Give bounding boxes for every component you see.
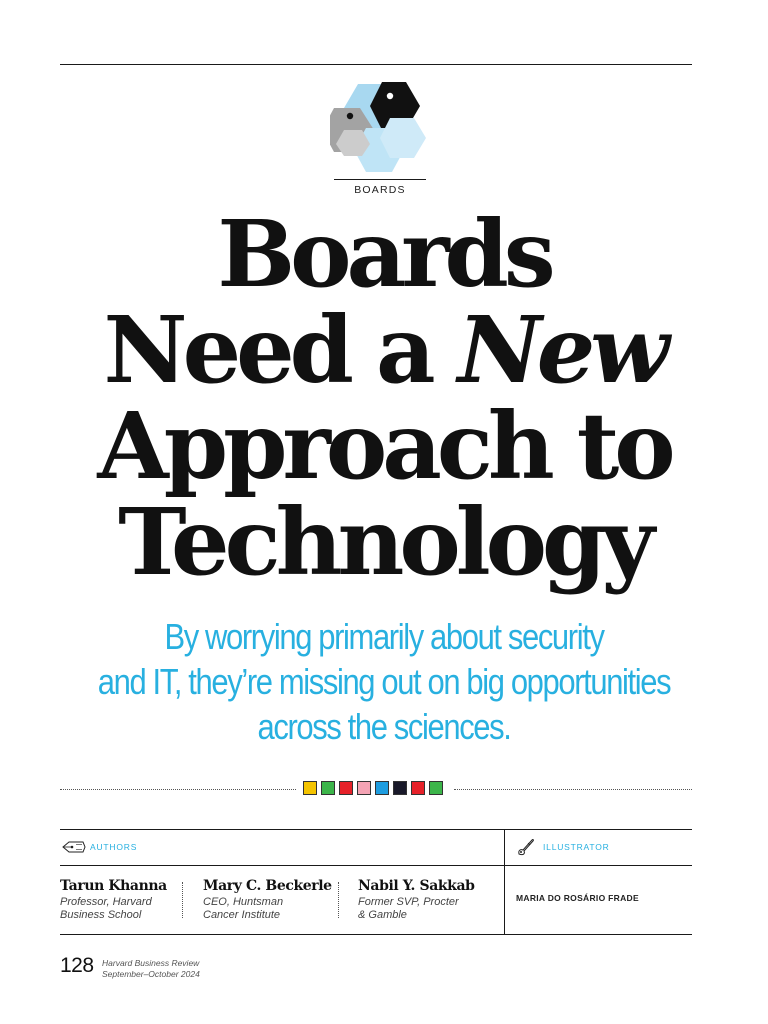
color-swatch [357, 781, 371, 795]
dotted-divider-right [454, 789, 692, 790]
author-2 [203, 878, 332, 922]
credits-top-rule [60, 829, 692, 830]
headline-line-4: Technology [118, 488, 650, 596]
color-swatch [303, 781, 317, 795]
color-swatch [339, 781, 353, 795]
author-separator [182, 882, 183, 918]
color-swatch [375, 781, 389, 795]
color-swatches [303, 781, 443, 795]
headline-line-2: Need a [103, 296, 458, 404]
issue-date: September–October 2024 [102, 968, 200, 979]
headline-line-1: Boards [217, 200, 551, 308]
dotted-divider-left [60, 789, 296, 790]
credits-middle-rule [60, 865, 692, 866]
headline [40, 200, 728, 596]
footer-publication [102, 958, 200, 979]
fountain-pen-icon [62, 840, 86, 854]
color-swatch [429, 781, 443, 795]
dek [88, 614, 680, 749]
section-rule [334, 179, 426, 180]
dek-line-3: across the sciences. [257, 706, 511, 747]
color-swatch [411, 781, 425, 795]
magazine-name: Harvard Business Review [102, 958, 200, 968]
authors-label: AUTHORS [90, 842, 138, 852]
author-name: Nabil Y. Sakkab [358, 878, 475, 894]
section-label: BOARDS [354, 184, 406, 196]
author-name: Tarun Khanna [60, 878, 167, 894]
author-3 [358, 878, 475, 922]
boards-logo-icon [330, 82, 430, 174]
author-name: Mary C. Beckerle [203, 878, 332, 894]
illustrator-name: MARIA DO ROSÁRIO FRADE [516, 893, 639, 903]
color-swatch [393, 781, 407, 795]
author-role: CEO, Huntsman Cancer Institute [203, 896, 284, 921]
headline-line-3: Approach to [97, 392, 671, 500]
author-1 [60, 878, 170, 922]
author-separator [338, 882, 339, 918]
author-role: Former SVP, Procter & Gamble [358, 896, 459, 921]
paintbrush-icon [516, 837, 536, 857]
dek-line-1: By worrying primarily about security [164, 616, 604, 657]
color-swatch [321, 781, 335, 795]
credits-bottom-rule [60, 934, 692, 935]
author-role: Professor, Harvard Business School [60, 896, 152, 921]
top-rule [60, 64, 692, 65]
headline-emphasis: New [457, 296, 665, 404]
credits-column-divider [504, 829, 505, 934]
page-number: 128 [60, 954, 94, 977]
illustrator-label: ILLUSTRATOR [543, 842, 610, 852]
dek-line-2: and IT, they’re missing out on big opportunities [97, 661, 671, 702]
